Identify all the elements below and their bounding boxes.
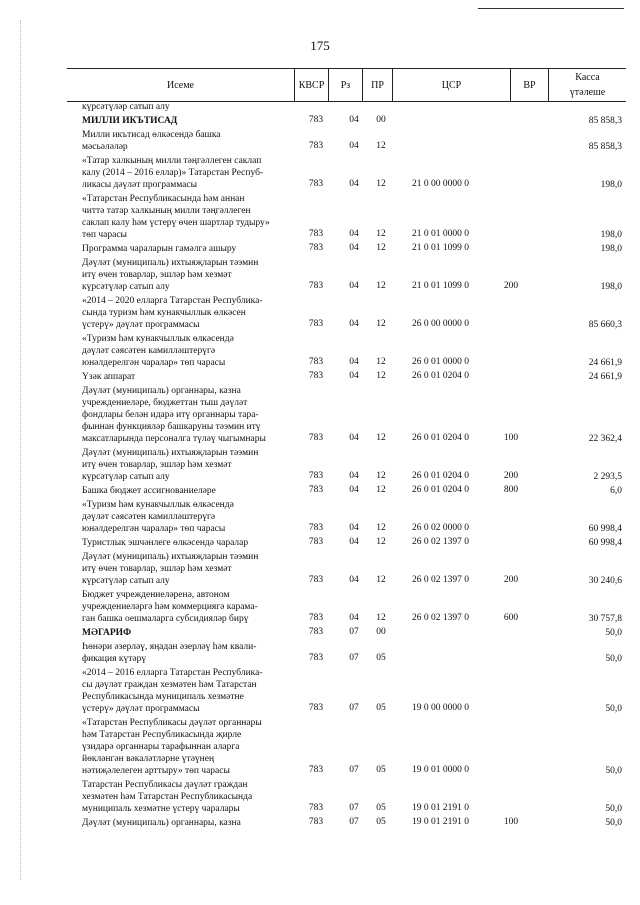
row-pr: 00 — [376, 627, 386, 637]
row-kvsr: 783 — [308, 537, 324, 547]
row-csr: 19 0 01 0000 0 — [412, 765, 469, 775]
row-kvsr: 783 — [308, 179, 324, 189]
row-rz: 04 — [349, 575, 359, 585]
row-vr: 200 — [503, 575, 519, 585]
row-csr: 21 0 00 0000 0 — [412, 179, 469, 189]
row-pr: 12 — [376, 319, 386, 329]
row-kvsr: 783 — [308, 803, 324, 813]
row-kvsr: 783 — [308, 115, 324, 125]
row-csr: 19 0 01 2191 0 — [412, 817, 469, 827]
row-rz: 07 — [349, 803, 359, 813]
row-name: «Туризм һәм кунакчыллык өлкәсендә дәүләт сәясәтен камилләштерүгә юнәлдерелгән чаралар» төп чарасы — [82, 500, 234, 534]
row-name: Татарстан Республикасы дәүләт граждан хезмәтен һәм Татарстан Республикасында муниципаль хезмәтне үстерү чаралары — [82, 780, 253, 814]
row-pr: 05 — [376, 817, 386, 827]
row-amount: 198,0 — [600, 244, 622, 254]
row-vr: 100 — [503, 433, 519, 443]
row-amount: 60 998,4 — [588, 538, 622, 548]
row-pr: 12 — [376, 229, 386, 239]
header-kvsr: КВСР — [295, 69, 329, 101]
row-vr: 200 — [503, 281, 519, 291]
row-pr: 00 — [376, 115, 386, 125]
row-pr: 05 — [376, 653, 386, 663]
row-name: «Татарстан Республикасында һәм аннан читтә татар халкының милли тәңгәллеген саклап калу һәм үстерү өчен шартлар тудыру» төп чарасы — [82, 194, 270, 240]
row-rz: 04 — [349, 485, 359, 495]
row-csr: 21 0 01 0000 0 — [412, 229, 469, 239]
header-name: Исеме — [67, 69, 295, 101]
row-rz: 04 — [349, 319, 359, 329]
row-csr: 26 0 02 1397 0 — [412, 575, 469, 585]
row-pr: 12 — [376, 523, 386, 533]
row-vr: 600 — [503, 613, 519, 623]
row-name: Дәүләт (муниципаль) ихтыяҗларын тәэмин итү өчен товарлар, эшләр һәм хезмәт күрсәтүләр сатып алу — [82, 258, 259, 292]
row-vr: 200 — [503, 471, 519, 481]
row-kvsr: 783 — [308, 575, 324, 585]
row-amount: 198,0 — [600, 180, 622, 190]
row-rz: 04 — [349, 357, 359, 367]
row-name: Башка бюджет ассигнованиеләре — [82, 486, 216, 496]
row-kvsr: 783 — [308, 433, 324, 443]
row-rz: 07 — [349, 627, 359, 637]
row-kvsr: 783 — [308, 703, 324, 713]
row-name: күрсәтүләр сатып алу — [82, 102, 170, 112]
row-csr: 26 0 02 1397 0 — [412, 537, 469, 547]
row-rz: 07 — [349, 653, 359, 663]
row-amount: 22 362,4 — [588, 434, 622, 444]
row-kvsr: 783 — [308, 765, 324, 775]
row-name: Дәүләт (муниципаль) ихтыяҗларын тәэмин итү өчен товарлар, эшләр һәм хезмәт күрсәтүләр сатып алу — [82, 448, 259, 482]
row-vr: 800 — [503, 485, 519, 495]
row-rz: 04 — [349, 141, 359, 151]
row-pr: 12 — [376, 281, 386, 291]
row-name: МИЛЛИ ИКЪТИСАД — [82, 116, 178, 126]
row-amount: 30 240,6 — [588, 576, 622, 586]
row-amount: 60 998,4 — [588, 524, 622, 534]
row-pr: 12 — [376, 575, 386, 585]
row-pr: 12 — [376, 357, 386, 367]
row-kvsr: 783 — [308, 627, 324, 637]
row-rz: 04 — [349, 281, 359, 291]
row-kvsr: 783 — [308, 653, 324, 663]
header-pr: ПР — [363, 69, 393, 101]
row-csr: 26 0 01 0000 0 — [412, 357, 469, 367]
row-amount: 50,0 — [605, 654, 622, 664]
row-kvsr: 783 — [308, 319, 324, 329]
row-pr: 12 — [376, 179, 386, 189]
row-amount: 50,0 — [605, 628, 622, 638]
row-pr: 12 — [376, 433, 386, 443]
row-amount: 50,0 — [605, 704, 622, 714]
row-csr: 19 0 01 2191 0 — [412, 803, 469, 813]
header-vr: ВР — [511, 69, 549, 101]
row-kvsr: 783 — [308, 371, 324, 381]
row-pr: 05 — [376, 803, 386, 813]
row-amount: 198,0 — [600, 282, 622, 292]
page-number: 175 — [310, 38, 330, 53]
row-amount: 24 661,9 — [588, 358, 622, 368]
row-name: Дәүләт (муниципаль) органнары, казна учреждениеләре, бюджеттан тыш дәүләт фондлары белән идарә итү органнары тара- фыннан функцияләр башкаруны тәэмин итү максатларында персоналга түләү чыгымнары — [82, 386, 266, 444]
header-rz: Рз — [329, 69, 363, 101]
row-pr: 12 — [376, 613, 386, 623]
row-kvsr: 783 — [308, 817, 324, 827]
row-rz: 04 — [349, 537, 359, 547]
row-amount: 85 660,3 — [588, 320, 622, 330]
row-kvsr: 783 — [308, 485, 324, 495]
row-name: Программа чараларын гамәлгә ашыру — [82, 244, 237, 254]
row-name: Үзәк аппарат — [82, 372, 136, 382]
row-kvsr: 783 — [308, 471, 324, 481]
row-kvsr: 783 — [308, 357, 324, 367]
row-rz: 04 — [349, 229, 359, 239]
row-rz: 04 — [349, 523, 359, 533]
row-rz: 07 — [349, 817, 359, 827]
row-name: Бюджет учреждениеләренә, автоном учреждениеләргә һәм коммерциягә карама- ган башка оешмаларга субсидияләр бирү — [82, 590, 258, 624]
row-kvsr: 783 — [308, 281, 324, 291]
row-rz: 04 — [349, 243, 359, 253]
row-csr: 21 0 01 1099 0 — [412, 281, 469, 291]
row-amount: 2 293,5 — [593, 472, 622, 482]
row-name: Дәүләт (муниципаль) органнары, казна — [82, 818, 241, 828]
row-csr: 26 0 01 0204 0 — [412, 371, 469, 381]
row-csr: 21 0 01 1099 0 — [412, 243, 469, 253]
row-pr: 12 — [376, 141, 386, 151]
row-csr: 26 0 00 0000 0 — [412, 319, 469, 329]
row-csr: 19 0 00 0000 0 — [412, 703, 469, 713]
row-pr: 12 — [376, 471, 386, 481]
row-pr: 12 — [376, 243, 386, 253]
row-amount: 85 858,3 — [588, 142, 622, 152]
row-rz: 07 — [349, 703, 359, 713]
row-name: «2014 – 2016 елларга Татарстан Республика- сы дәүләт граждан хезмәтен һәм Татарстан Республикасында муниципаль хезмәтне үстерү» дәүләт программасы — [82, 668, 263, 714]
header-kassa: Касса үтәлеше — [569, 72, 606, 98]
row-name: Һөнәри әзерләү, яңадан әзерләү һәм квали- фикация күтәрү — [82, 642, 257, 664]
row-amount: 50,0 — [605, 818, 622, 828]
row-amount: 30 757,8 — [588, 614, 622, 624]
row-name: «Туризм һәм кунакчыллык өлкәсендә дәүләт сәясәтен камилләштерүгә юнәлдерелгән чаралар» төп чарасы — [82, 334, 234, 368]
row-vr: 100 — [503, 817, 519, 827]
row-amount: 24 661,9 — [588, 372, 622, 382]
row-csr: 26 0 02 0000 0 — [412, 523, 469, 533]
row-kvsr: 783 — [308, 613, 324, 623]
row-pr: 12 — [376, 485, 386, 495]
row-rz: 04 — [349, 371, 359, 381]
row-rz: 04 — [349, 433, 359, 443]
row-name: Туристлык эшчәнлеге өлкәсендә чаралар — [82, 538, 249, 548]
row-amount: 198,0 — [600, 230, 622, 240]
row-kvsr: 783 — [308, 229, 324, 239]
row-name: Милли икътисад өлкәсендә башка мәсьәләләр — [82, 130, 221, 152]
row-amount: 85 858,3 — [588, 116, 622, 126]
row-rz: 04 — [349, 115, 359, 125]
row-pr: 05 — [376, 703, 386, 713]
row-pr: 12 — [376, 371, 386, 381]
row-csr: 26 0 01 0204 0 — [412, 485, 469, 495]
row-rz: 07 — [349, 765, 359, 775]
row-amount: 50,0 — [605, 804, 622, 814]
row-name: МӘГАРИФ — [82, 628, 132, 638]
row-csr: 26 0 01 0204 0 — [412, 471, 469, 481]
row-kvsr: 783 — [308, 243, 324, 253]
row-amount: 6,0 — [610, 486, 622, 496]
row-kvsr: 783 — [308, 523, 324, 533]
row-amount: 50,0 — [605, 766, 622, 776]
row-pr: 12 — [376, 537, 386, 547]
row-name: «2014 – 2020 елларга Татарстан Республика- сында туризм һәм кунакчыллык өлкәсен үстерү» дәүләт программасы — [82, 296, 263, 330]
row-name: «Татарстан Республикасы дәүләт органнары һәм Татарстан Республикасында җирле үзидарә органнары тарафыннан аларга йөкләнгән вәкаләтләрне үтәүнең нәтиҗәлелеген арттыру» төп чарасы — [82, 718, 262, 776]
row-rz: 04 — [349, 471, 359, 481]
row-rz: 04 — [349, 179, 359, 189]
row-pr: 05 — [376, 765, 386, 775]
row-rz: 04 — [349, 613, 359, 623]
row-kvsr: 783 — [308, 141, 324, 151]
row-csr: 26 0 01 0204 0 — [412, 433, 469, 443]
row-csr: 26 0 02 1397 0 — [412, 613, 469, 623]
row-name: Дәүләт (муниципаль) ихтыяҗларын тәэмин итү өчен товарлар, эшләр һәм хезмәт күрсәтүләр сатып алу — [82, 552, 259, 586]
row-name: «Татар халкының милли тәңгәллеген саклап калу (2014 – 2016 еллар)» Татарстан Респуб- ликасы дәүләт программасы — [82, 156, 264, 190]
header-csr: ЦСР — [393, 69, 511, 101]
